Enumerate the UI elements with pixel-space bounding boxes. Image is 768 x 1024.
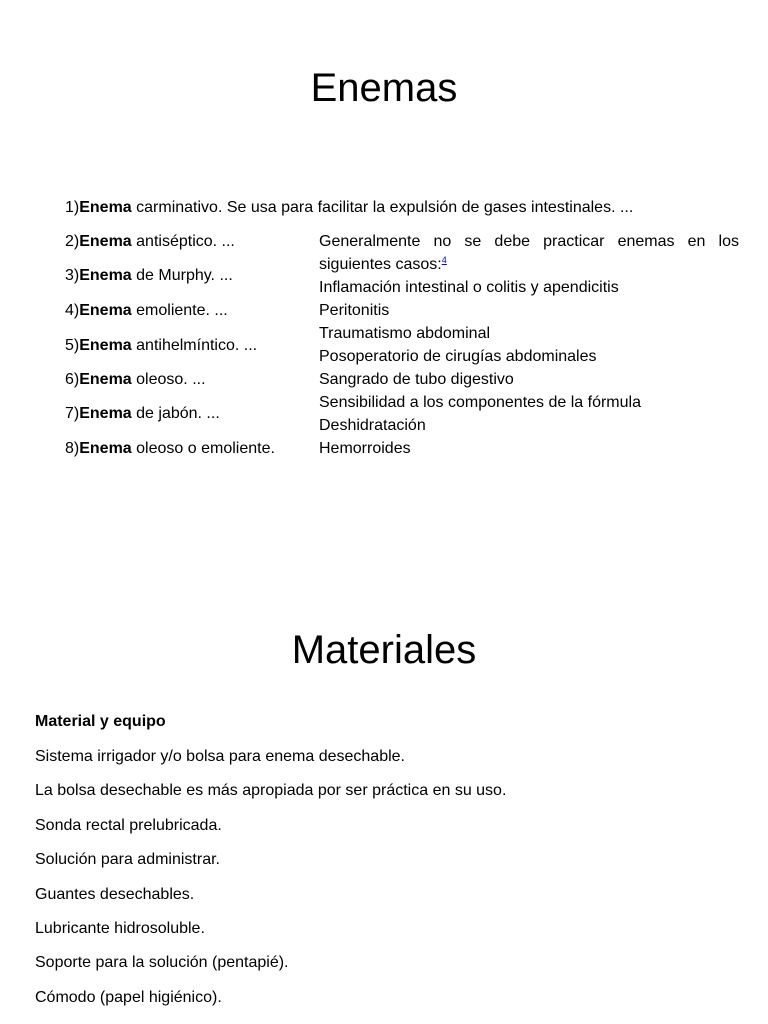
item-text: de Murphy. ... <box>131 267 233 284</box>
item-bold-term: Enema <box>79 337 132 354</box>
enema-item-7 <box>65 404 220 424</box>
item-number: 7) <box>65 405 80 422</box>
list-item: Lubricante hidrosoluble. <box>35 919 205 937</box>
slide-materiales <box>0 512 768 1024</box>
item-bold-term: Enema <box>79 371 132 388</box>
item-number: 1) <box>65 199 80 216</box>
list-item: Sistema irrigador y/o bolsa para enema desechable. <box>35 748 405 765</box>
list-item: Soporte para la solución (pentapié). <box>35 954 289 972</box>
slide-title: Materiales <box>291 628 477 672</box>
contraindications-intro: Generalmente no se debe practicar enemas en los siguientes casos:$^4$ <box>319 233 739 273</box>
enema-item-3 <box>65 266 233 286</box>
enema-item-2 <box>65 232 235 252</box>
list-item: Solución para administrar. <box>35 851 220 869</box>
item-bold-term: Enema <box>79 199 132 216</box>
contraindication-item: Deshidratación <box>319 417 426 434</box>
item-text: antiséptico. ... <box>131 233 235 250</box>
materials-heading: Material y equipo <box>35 713 166 730</box>
footnote-link[interactable]: 4 <box>441 255 447 265</box>
item-text: oleoso. ... <box>131 371 206 388</box>
contraindication-item: Sangrado de tubo digestivo <box>319 371 514 388</box>
contraindication-item: Posoperatorio de cirugías abdominales <box>319 348 597 365</box>
item-number: 4) <box>65 302 80 319</box>
enema-item-6 <box>65 370 206 390</box>
list-item: Cómodo (papel higiénico). <box>35 988 222 1006</box>
enema-item-1 <box>65 198 633 218</box>
enema-item-8 <box>65 439 275 459</box>
enema-item-5 <box>65 336 257 356</box>
contraindication-item: Traumatismo abdominal <box>319 325 491 342</box>
materials-list <box>35 747 506 1022</box>
item-bold-term: Enema <box>79 233 132 250</box>
slide-title: Enemas <box>310 66 458 110</box>
contraindications-block <box>319 230 739 460</box>
item-bold-term: Enema <box>79 440 132 457</box>
contraindication-item: Sensibilidad a los componentes de la fórmula <box>319 394 641 411</box>
item-bold-term: Enema <box>79 267 132 284</box>
enema-item-4 <box>65 301 228 321</box>
contraindication-item: Inflamación intestinal o colitis y apendicitis <box>319 279 619 296</box>
list-item: La bolsa desechable es más apropiada por ser práctica en su uso. <box>35 782 507 800</box>
list-item: Sonda rectal prelubricada. <box>35 816 222 834</box>
contraindication-item: Hemorroides <box>319 440 411 457</box>
item-number: 3) <box>65 267 80 284</box>
item-text: oleoso o emoliente. <box>131 440 275 457</box>
item-text: carminativo. Se usa para facilitar la expulsión de gases intestinales. ... <box>131 199 634 216</box>
item-number: 2) <box>65 233 80 250</box>
item-number: 5) <box>65 337 80 354</box>
item-text: de jabón. ... <box>131 405 220 422</box>
item-number: 8) <box>65 440 80 457</box>
item-text: antihelmíntico. ... <box>131 337 258 354</box>
item-text: emoliente. ... <box>131 302 228 319</box>
contraindication-item: Peritonitis <box>319 302 390 319</box>
item-number: 6) <box>65 371 80 388</box>
item-bold-term: Enema <box>79 302 132 319</box>
list-item: Guantes desechables. <box>35 885 195 903</box>
item-bold-term: Enema <box>79 405 132 422</box>
